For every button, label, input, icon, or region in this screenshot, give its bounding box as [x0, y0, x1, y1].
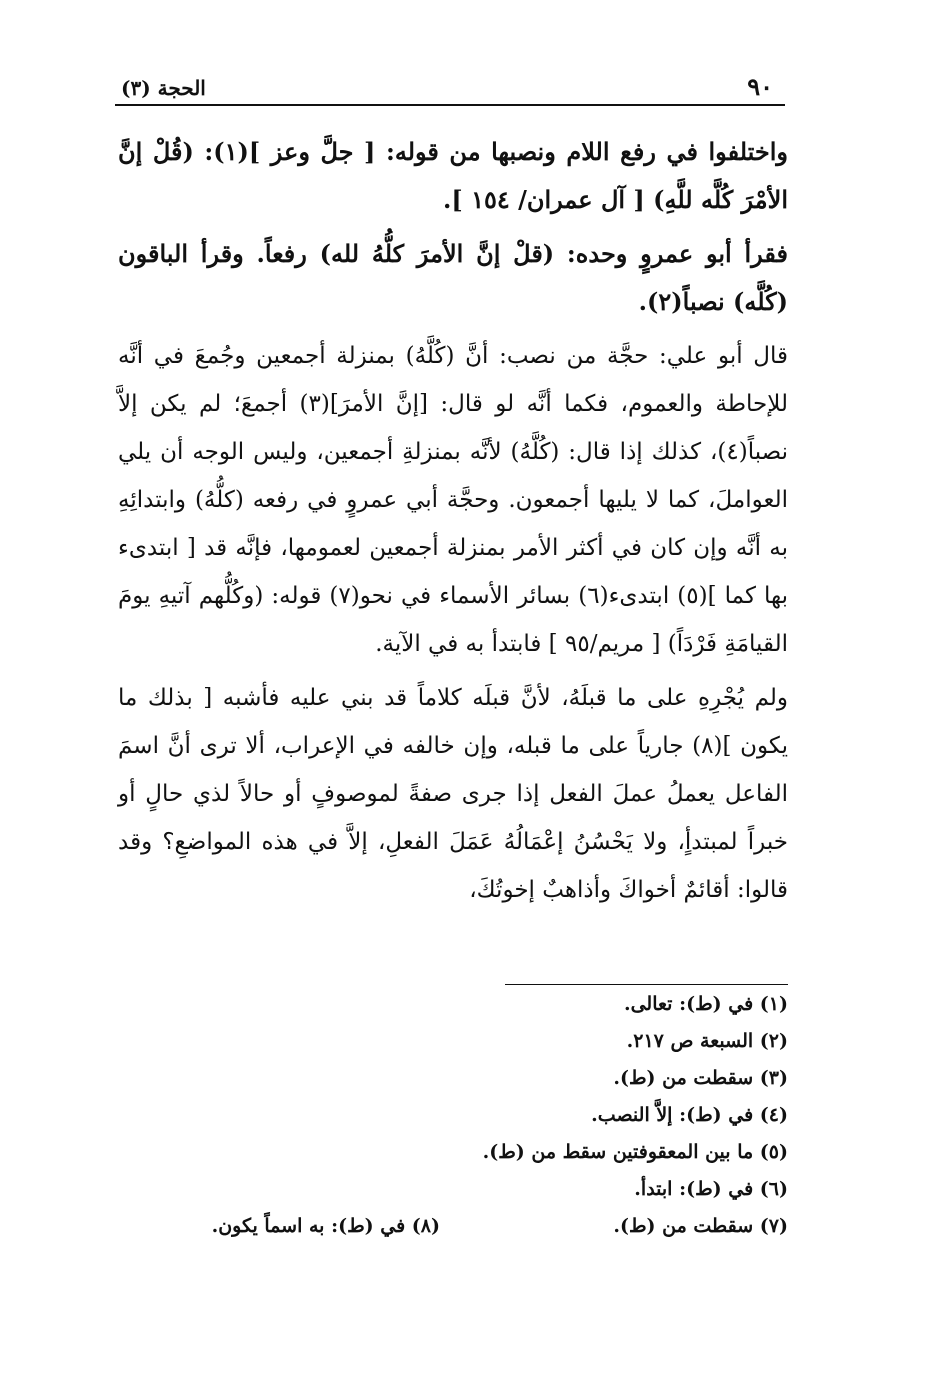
- paragraph-4: ولم يُجْرِهِ على ما قبلَهُ، لأنَّ قبلَه كلاماً قد بني عليه فأشبه [ بذلك ما يكون ](٨) جارياً على ما قبله، وإن خالفه في الإعراب، ألا ترى أنَّ اسمَ الفاعل يعملُ عملَ الفعل إذا جرى صفةً لموصوفٍ أو حالاً لذي حالٍ أو خبراً لمبتدأٍ، ولا يَحْسُنُ إعْمَالُهُ عَمَلَ الفعلِ، إلاَّ في هذه المواضعِ؟ وقد قالوا: أقائمٌ أخواكَ وأذاهبٌ إخوتُكَ،: [118, 685, 788, 903]
- page-number: ٩٠: [747, 72, 773, 101]
- footnote-6: (٦) في (ط): ابتدأ.: [634, 1178, 788, 1200]
- footnotes: [118, 986, 788, 1245]
- footnote-7: (٧) سقطت من (ط).: [613, 1215, 788, 1237]
- footnote-8: (٨) في (ط): به اسماً يكون.: [211, 1215, 440, 1237]
- main-text: [118, 128, 788, 914]
- paragraph-3: قال أبو علي: حجَّة من نصب: أنَّ (كُلَّهُ) بمنزلة أجمعين وجُمعَ في أنَّه للإحاطة والعموم، فكما أنَّه لو قال: [إنَّ الأمرَ](٣) أجمعَ؛ لم يكن إلاَّ نصباً(٤)، كذلك إذا قال: (كُلَّهُ) لأنَّه بمنزلةِ أجمعين، وليس الوجه أن يلي العواملَ، كما لا يليها أجمعون. وحجَّة أبي عمروٍ في رفعه (كلُّهُ) وابتدائِهِ به أنَّه وإن كان في أكثر الأمر بمنزلة أجمعين لعمومها، فإنَّه قد [ ابتدىء بها كما ](٥) ابتدىء(٦) بسائر الأسماء في نحو(٧) قوله: (وكُلُّهم آتيهِ يومَ القيامَةِ فَرْدَاً) [ مريم/٩٥ ] فابتدأ به في الآية.: [118, 343, 788, 657]
- paragraph-2: فقرأ أبو عمروٍ وحده: (قلْ إنَّ الأمرَ كلُّهُ لله) رفعاً. وقرأ الباقون (كُلَّه) نصباً(٢).: [118, 239, 788, 316]
- footnote-row-7-8: [118, 1208, 788, 1245]
- paragraph-1: واختلفوا في رفع اللام ونصبها من قوله: [ جلَّ وعز ](١): (قُلْ إنَّ الأمْرَ كُلَّه للَّهِ) [ آل عمران/ ١٥٤ ].: [118, 137, 788, 214]
- page-header: [115, 70, 785, 106]
- footnote-2: (٢) السبعة ص ٢١٧.: [626, 1030, 788, 1052]
- footnote-3: (٣) سقطت من (ط).: [613, 1067, 788, 1089]
- footnote-4: (٤) في (ط): إلاَّ النصب.: [591, 1104, 788, 1126]
- footnote-5: (٥) ما بين المعقوفتين سقط من (ط).: [482, 1141, 788, 1163]
- footnote-separator: [505, 984, 788, 985]
- footnote-1: (١) في (ط): تعالى.: [623, 993, 788, 1015]
- book-title: الحجة (٣): [121, 76, 206, 100]
